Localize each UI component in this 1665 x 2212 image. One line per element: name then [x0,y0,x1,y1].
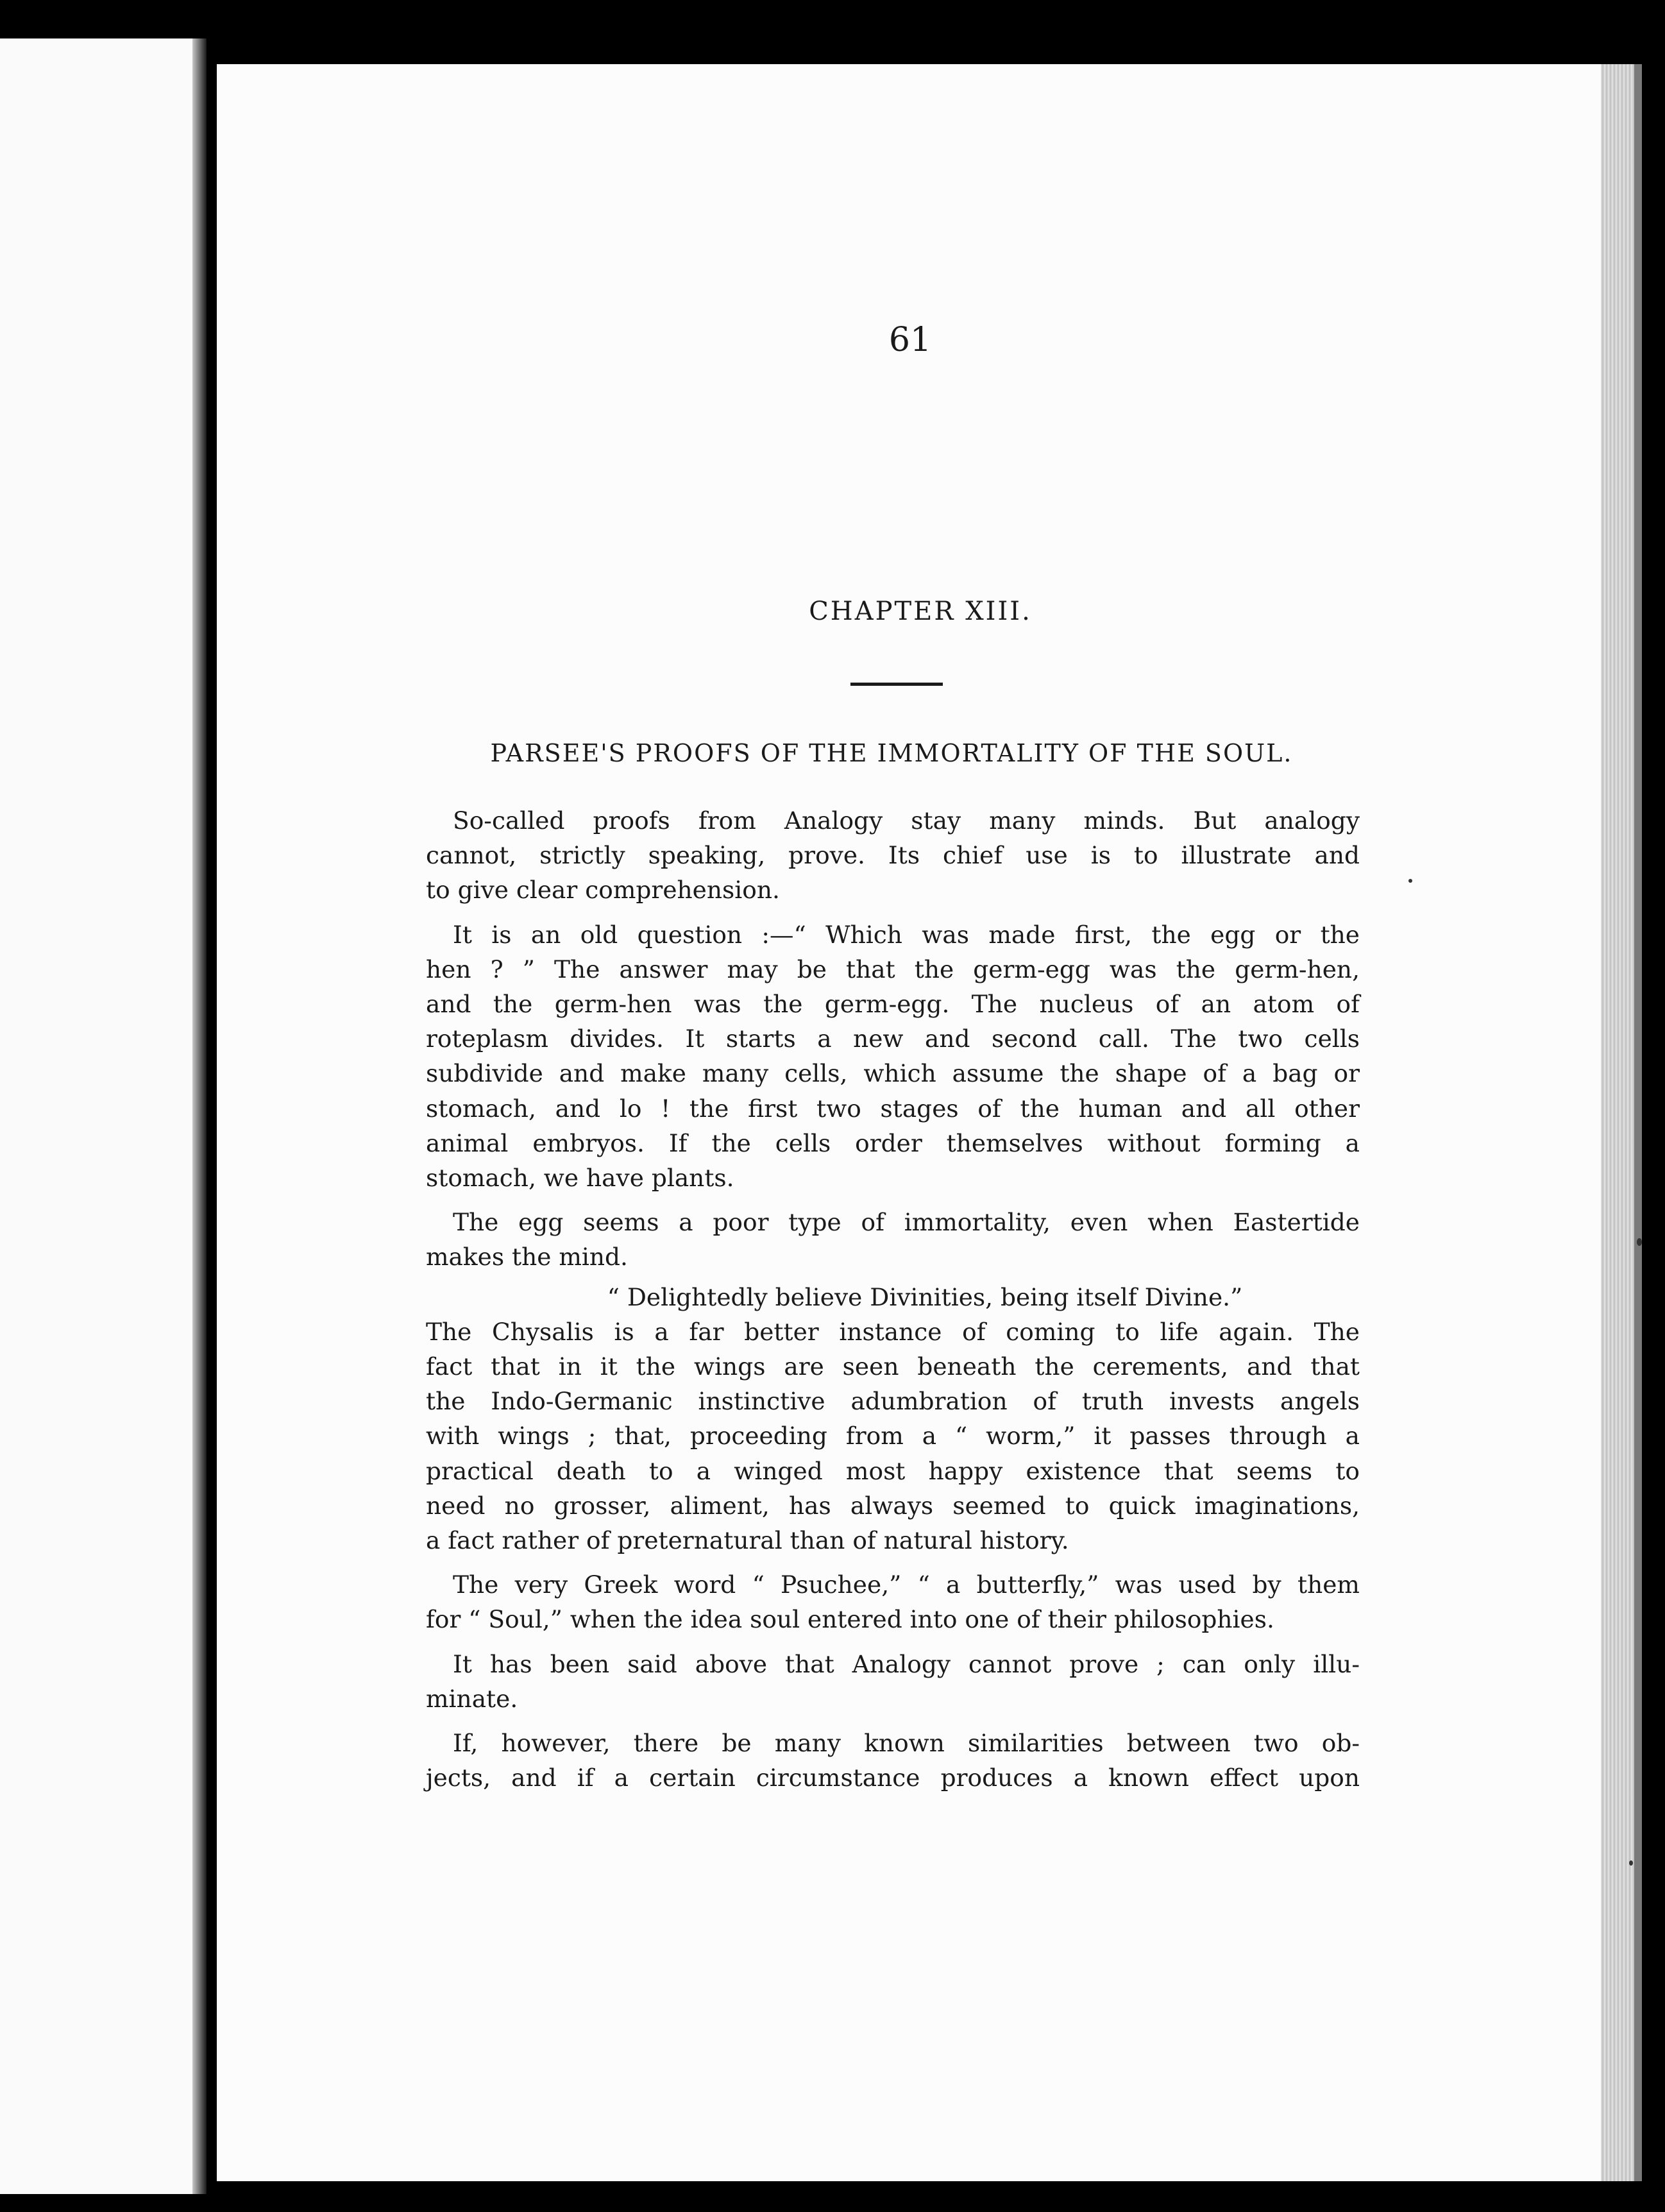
paragraph-7 [426,1726,1360,1795]
paragraph-2 [426,917,1360,1196]
text-line: practical death to a winged most happy existence that seems to [426,1456,1360,1485]
text-line: The egg seems a poor type of immortality, even when Eastertide [453,1208,1360,1237]
text-line: If, however, there be many known similarities between two ob- [453,1729,1360,1758]
paragraph-3 [426,1205,1360,1274]
block-quote: “ Delightedly believe Divinities, being itself Divine.” [607,1282,1243,1311]
text-line: cannot, strictly speaking, prove. Its chief use is to illustrate and [426,841,1360,870]
text-line: animal embryos. If the cells order themselves without forming a [426,1128,1360,1157]
paragraph-5 [426,1567,1360,1637]
text-line: the Indo-Germanic instinctive adumbration of truth invests angels [426,1387,1360,1416]
scan-speck [1408,879,1412,883]
paragraph-6 [426,1647,1360,1716]
scan-speck [1637,1238,1642,1246]
text-line: stomach, and lo ! the first two stages of the human and all other [426,1094,1360,1123]
chapter-heading: CHAPTER XIII. [809,597,1032,626]
text-line: a fact rather of preternatural than of natural history. [426,1526,1069,1555]
facing-page-gutter [192,38,207,2194]
text-line: with wings ; that, proceeding from a “ worm,” it passes through a [426,1422,1360,1451]
section-title: PARSEE'S PROOFS OF THE IMMORTALITY OF THE SOUL. [490,739,1293,767]
text-line: The Chysalis is a far better instance of coming to life again. The [426,1317,1360,1346]
paragraph-4 [426,1314,1360,1558]
text-line: need no grosser, aliment, has always seemed to quick imaginations, [426,1491,1360,1520]
text-line: So-called proofs from Analogy stay many minds. But analogy [453,806,1360,835]
page-number: 61 [888,321,932,359]
text-line: for “ Soul,” when the idea soul entered into one of their philosophies. [426,1605,1274,1634]
text-line: It has been said above that Analogy cannot prove ; can only illu- [453,1649,1360,1678]
paragraph-1 [426,803,1360,908]
text-line: minate. [426,1684,518,1713]
chapter-divider-rule [850,683,943,686]
text-line: and the germ-hen was the germ-egg. The nucleus of an atom of [426,990,1360,1019]
facing-page [0,38,192,2194]
text-line: to give clear comprehension. [426,876,780,905]
text-line: makes the mind. [426,1243,628,1272]
page-stack-shadow [1634,64,1642,2181]
text-line: hen ? ” The answer may be that the germ-egg was the germ-hen, [426,955,1360,983]
text-line: fact that in it the wings are seen beneath the cerements, and that [426,1352,1360,1381]
text-line: roteplasm divides. It starts a new and second call. The two cells [426,1025,1360,1053]
text-line: subdivide and make many cells, which assume the shape of a bag or [426,1059,1360,1088]
text-line: The very Greek word “ Psuchee,” “ a butterfly,” was used by them [453,1570,1360,1599]
text-line: It is an old question :—“ Which was made first, the egg or the [453,920,1360,949]
text-line: stomach, we have plants. [426,1164,734,1193]
text-line: jects, and if a certain circumstance produces a known effect upon [426,1764,1360,1792]
body-text [426,803,1360,1795]
scan-speck [1629,1860,1633,1866]
